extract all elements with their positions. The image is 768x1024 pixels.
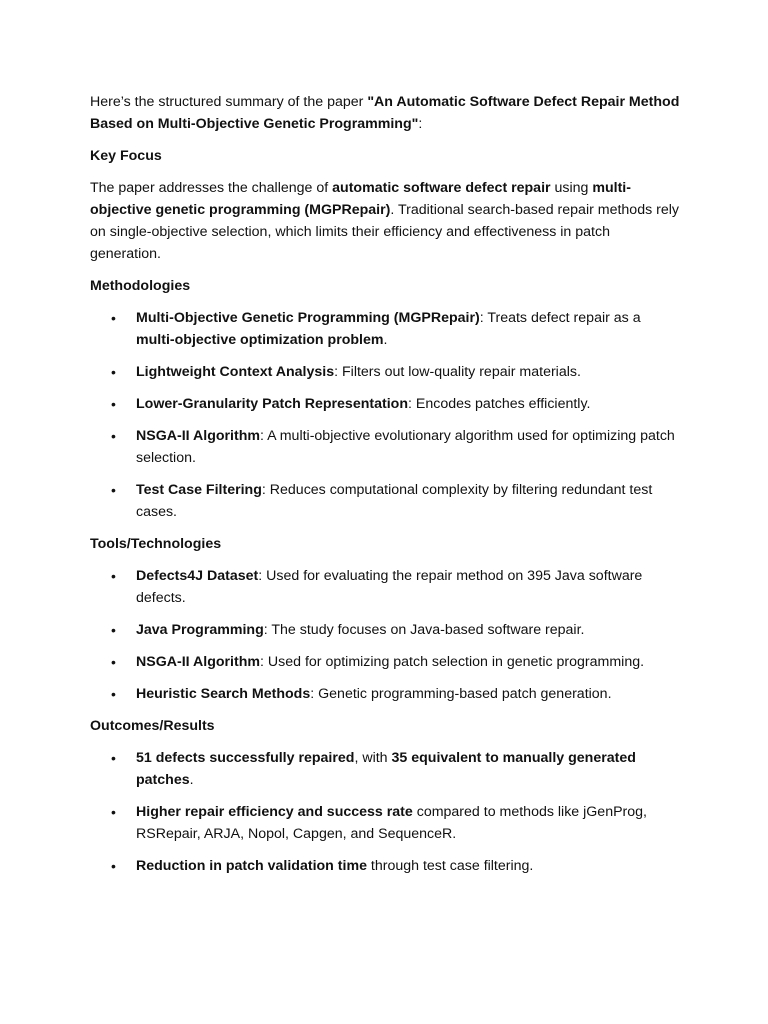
list-item xyxy=(90,565,680,609)
item-text: : Encodes patches efficiently. xyxy=(408,396,591,412)
item-bold: Higher repair efficiency and success rate xyxy=(136,804,413,820)
list-item xyxy=(90,425,680,469)
key-focus-paragraph xyxy=(90,177,680,265)
key-focus-text-3: . Traditional search-based repair methods rely on single-objective selection, which limits their efficiency and effectiveness in patch generation. xyxy=(90,202,679,262)
list-item xyxy=(90,307,680,351)
item-text: : The study focuses on Java-based software repair. xyxy=(263,622,585,638)
item-text: : Used for optimizing patch selection in genetic programming. xyxy=(260,654,645,670)
bullet-glyph: • xyxy=(111,804,116,820)
item-text: : Filters out low-quality repair materials. xyxy=(334,364,581,380)
list-item xyxy=(90,361,680,383)
item-text: through test case filtering. xyxy=(366,858,534,874)
list-item xyxy=(90,619,680,641)
bullet-glyph: • xyxy=(111,364,116,380)
bullet-glyph: • xyxy=(111,750,116,766)
bullet-glyph: • xyxy=(111,622,116,638)
list-item xyxy=(90,393,680,415)
key-focus-text-1: The paper addresses the challenge of xyxy=(90,180,333,196)
item-bold: Lower-Granularity Patch Representation xyxy=(136,396,408,412)
item-bold: NSGA-II Algorithm xyxy=(136,654,261,670)
bullet-glyph: • xyxy=(111,482,116,498)
item-bold: 51 defects successfully repaired xyxy=(136,750,355,766)
document-page xyxy=(90,91,680,887)
bullet-glyph: • xyxy=(111,568,116,584)
item-text: compared to methods like jGenProg, RSRepair, ARJA, Nopol, Capgen, and SequenceR. xyxy=(136,804,647,842)
key-focus-bold-1: automatic software defect repair xyxy=(332,180,551,196)
outcomes-heading: Outcomes/Results xyxy=(90,718,215,734)
list-item xyxy=(90,801,680,845)
item-text: : A multi-objective evolutionary algorithm used for optimizing patch selection. xyxy=(136,428,675,466)
key-focus-heading: Key Focus xyxy=(90,148,162,164)
bullet-glyph: • xyxy=(111,428,116,444)
item-text: : Genetic programming-based patch generation. xyxy=(310,686,612,702)
key-focus-bold-2: multi-objective genetic programming (MGPRepair) xyxy=(90,180,631,218)
item-bold: Heuristic Search Methods xyxy=(136,686,311,702)
bullet-glyph: • xyxy=(111,654,116,670)
key-focus-text-2: using xyxy=(550,180,593,196)
item-bold: Reduction in patch validation time xyxy=(136,858,367,874)
intro-paragraph xyxy=(90,91,680,135)
item-bold: Defects4J Dataset xyxy=(136,568,259,584)
bullet-glyph: • xyxy=(111,858,116,874)
tools-list xyxy=(90,565,680,705)
item-text: : Reduces computational complexity by filtering redundant test cases. xyxy=(136,482,653,520)
list-item xyxy=(90,683,680,705)
item-bold-2: 35 equivalent to manually generated patches xyxy=(136,750,636,788)
list-item xyxy=(90,479,680,523)
methodologies-list xyxy=(90,307,680,523)
paper-title: "An Automatic Software Defect Repair Method Based on Multi-Objective Genetic Programming" xyxy=(90,94,680,132)
item-bold: Test Case Filtering xyxy=(136,482,262,498)
item-bold: Multi-Objective Genetic Programming (MGPRepair) xyxy=(136,310,480,326)
item-bold: NSGA-II Algorithm xyxy=(136,428,261,444)
methodologies-heading: Methodologies xyxy=(90,278,191,294)
item-bold: Lightweight Context Analysis xyxy=(136,364,335,380)
intro-prefix: Here’s the structured summary of the paper xyxy=(90,94,368,110)
tools-heading: Tools/Technologies xyxy=(90,536,222,552)
item-text: : Used for evaluating the repair method on 395 Java software defects. xyxy=(136,568,643,606)
item-text-2: . xyxy=(189,772,194,788)
list-item xyxy=(90,651,680,673)
intro-suffix: : xyxy=(418,116,423,132)
item-text-2: . xyxy=(383,332,388,348)
item-bold: Java Programming xyxy=(136,622,264,638)
list-item xyxy=(90,747,680,791)
bullet-glyph: • xyxy=(111,310,116,326)
bullet-glyph: • xyxy=(111,396,116,412)
bullet-glyph: • xyxy=(111,686,116,702)
list-item xyxy=(90,855,680,877)
item-text: , with xyxy=(354,750,392,766)
item-bold-2: multi-objective optimization problem xyxy=(136,332,384,348)
item-text: : Treats defect repair as a xyxy=(479,310,641,326)
outcomes-list xyxy=(90,747,680,877)
